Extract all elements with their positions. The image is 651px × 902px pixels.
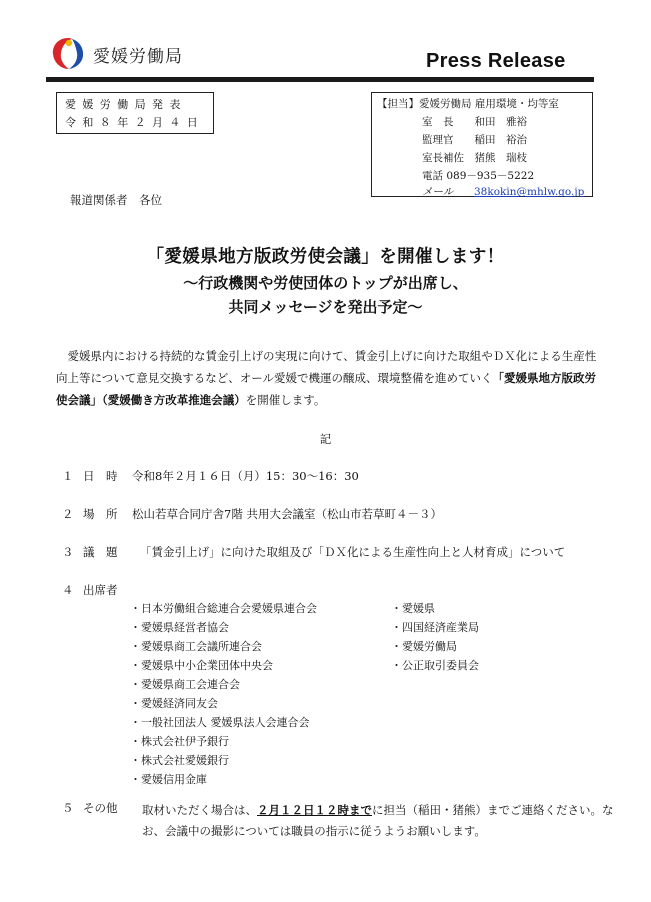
item-attendees-label: 出席者 (83, 583, 118, 597)
page-title: 「愛媛県地方版政労使会議」を開催します！ (146, 247, 505, 267)
other-text-start: 取材いただく場合は、 (142, 803, 257, 817)
contact-person-3: 室長補佐 猪熊 瑞枝 (422, 152, 527, 164)
attendee-left-5: ・愛媛県商工会連合会 (130, 678, 240, 691)
intro-text-end: を開催します。 (245, 393, 326, 407)
other-text-end: に担当（稲田・猪熊）までご連絡ください。なお、会議中の撮影については職員の指示に従うようお願いします。 (142, 803, 614, 838)
intro-paragraph (56, 345, 602, 411)
labour-bureau-logo-icon (48, 32, 88, 72)
item-other-label: その他 (83, 801, 118, 815)
intro-bold-meeting-name: 「愛媛県地方版政労使会議」（愛媛働き方改革推進会議） (56, 371, 597, 407)
attendee-left-4: ・愛媛県中小企業団体中央会 (130, 659, 273, 672)
addressee: 報道関係者 各位 (70, 193, 162, 207)
contact-phone: 電話 089－935－5222 (422, 170, 535, 182)
attendee-left-3: ・愛媛県商工会議所連合会 (130, 640, 262, 653)
attendee-left-8: ・株式会社伊予銀行 (130, 735, 229, 748)
other-deadline: ２月１２日１２時まで (257, 803, 372, 817)
attendee-left-6: ・愛媛経済同友会 (130, 697, 218, 710)
item-agenda-value: 「賃金引上げ」に向けた取組及び「ＤＸ化による生産性向上と人材育成」について (140, 545, 566, 559)
contact-email-link[interactable]: 38kokin@mhlw.go.jp (473, 186, 585, 198)
attendee-right-1: ・愛媛県 (391, 602, 435, 615)
intro-text: 愛媛県内における持続的な賃金引上げの実現に向けて、賃金引上げに向けた取組やＤＸ化による生産性向上等について意見交換するなど、オール愛媛で機運の醸成、環境整備を進めていく (56, 349, 597, 385)
attendee-left-7: ・一般社団法人 愛媛県法人会連合会 (130, 716, 310, 729)
item-place-value: 松山若草合同庁舎7階 共用大会議室（松山市若草町４－３） (132, 507, 442, 521)
ki-marker: 記 (319, 432, 332, 446)
attendee-right-2: ・四国経済産業局 (391, 621, 479, 634)
item-date-label: 日 時 (83, 469, 118, 483)
item-date-number: １ (62, 469, 74, 483)
contact-person-2: 監理官 稲田 裕治 (422, 134, 527, 146)
item-place-number: ２ (62, 507, 74, 521)
organization-name: 愛媛労働局 (93, 47, 183, 67)
attendee-left-1: ・日本労働組合総連合会愛媛県連合会 (130, 602, 317, 615)
attendee-left-9: ・株式会社愛媛銀行 (130, 754, 229, 767)
attendee-left-2: ・愛媛県経営者協会 (130, 621, 229, 634)
attendee-left-10: ・愛媛信用金庫 (130, 773, 207, 786)
item-place-label: 場 所 (83, 507, 118, 521)
item-agenda-label: 議 題 (83, 545, 118, 559)
press-release-heading: Press Release (426, 50, 566, 72)
attendee-right-3: ・愛媛労働局 (391, 640, 457, 653)
subtitle-line-1: ～行政機関や労使団体のトップが出席し、 (183, 274, 468, 292)
header-divider (46, 77, 594, 82)
item-other-number: ５ (62, 801, 74, 815)
item-attendees-number: ４ (62, 583, 74, 597)
attendee-right-4: ・公正取引委員会 (391, 659, 479, 672)
subtitle-line-2: 共同メッセージを発出予定～ (228, 298, 423, 316)
item-date-value: 令和8年２月１６日（月）15：30～16：30 (132, 469, 359, 483)
issuer-box (56, 92, 214, 134)
contact-email-row (422, 184, 584, 199)
issuer-name: 愛媛労働局発表 (65, 98, 187, 111)
email-label: メール (422, 186, 454, 198)
contact-box (371, 92, 593, 197)
issue-date: 令和８年２月４日 (65, 116, 205, 129)
item-agenda-number: ３ (62, 545, 74, 559)
item-other-text (142, 800, 614, 842)
contact-person-1: 室 長 和田 雅裕 (422, 116, 527, 128)
contact-department: 【担当】愛媛労働局 雇用環境・均等室 (377, 98, 559, 110)
